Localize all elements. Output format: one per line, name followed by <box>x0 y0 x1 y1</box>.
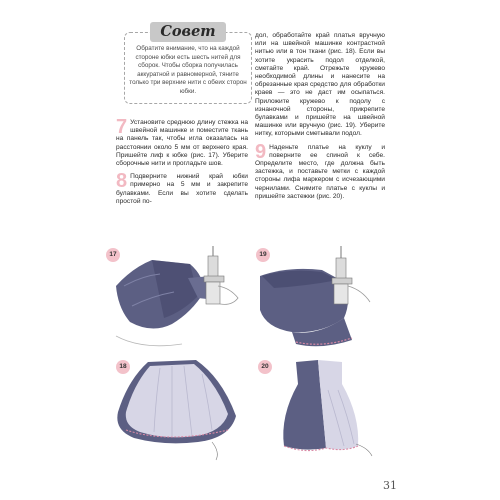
right-column <box>255 32 385 201</box>
figure-19 <box>252 246 382 354</box>
skirt-lace-sewing-illustration <box>252 246 382 354</box>
tip-box <box>124 32 252 104</box>
step-number: 9 <box>255 140 267 163</box>
figure-label: 17 <box>106 248 120 262</box>
tip-title: Совет <box>150 22 226 42</box>
step-8-continuation: дол, обработайте край платья вручную или на швейной машинке контрастной нитью или в тон ткани (рис. 18). Если вы хотите украсить подол отделкой, сметайте край. Отрежьте кружево необходимой длины и нанесите на обрезанные края средство для обработки краев — это не даст им осыпаться. Приложите кружево к подолу с изнаночной стороны, прикрепите булавками и пришейте на швейной машинке или вручную (рис. 19). Уберите нитку, которыми сметывали подол. <box>255 32 385 138</box>
step-9 <box>255 140 385 201</box>
figure-label: 20 <box>258 360 272 374</box>
step-text: Наденьте платье на куклу и поверните ее спиной к себе. Определите место, где должна быть застежка, и поставьте метки с каждой стороны лифа маркером с исчезающими чернилами. Снимите платье с куклы и пришейте застежки (рис. 20). <box>255 143 385 200</box>
step-text: Подверните нижний край юбки примерно на 5 мм и закрепите булавками. Если вы хотите сделать простой по- <box>116 173 248 205</box>
skirt-hem-inside-illustration <box>112 356 242 464</box>
step-8 <box>116 170 248 206</box>
step-text: Установите среднюю длину стежка на швейной машинке и поместите ткань на панель так, чтобы игла оказалась на расстоянии около 5 мм от верхнего края. Пришейте лиф к юбке (рис. 17). Уберите сборочные нити и прогладьте шов. <box>116 119 248 168</box>
figure-17 <box>109 246 242 354</box>
dress-back-closure-illustration <box>252 356 382 464</box>
step-7 <box>116 116 248 168</box>
figure-20 <box>252 356 382 464</box>
step-number: 7 <box>116 116 128 138</box>
figure-label: 18 <box>116 360 130 374</box>
left-column <box>116 116 248 206</box>
page-number: 31 <box>383 479 397 492</box>
skirt-sewing-machine-illustration <box>112 246 242 354</box>
figure-label: 19 <box>256 248 270 262</box>
step-number: 8 <box>116 170 128 193</box>
tip-text: Обратите внимание, что на каждой стороне юбки есть шесть нитей для сборок. Чтобы сборка получилась аккуратной и равномерной, тяните только три верхние нити с обеих сторон юбки. <box>129 45 247 95</box>
figure-18 <box>112 356 242 464</box>
